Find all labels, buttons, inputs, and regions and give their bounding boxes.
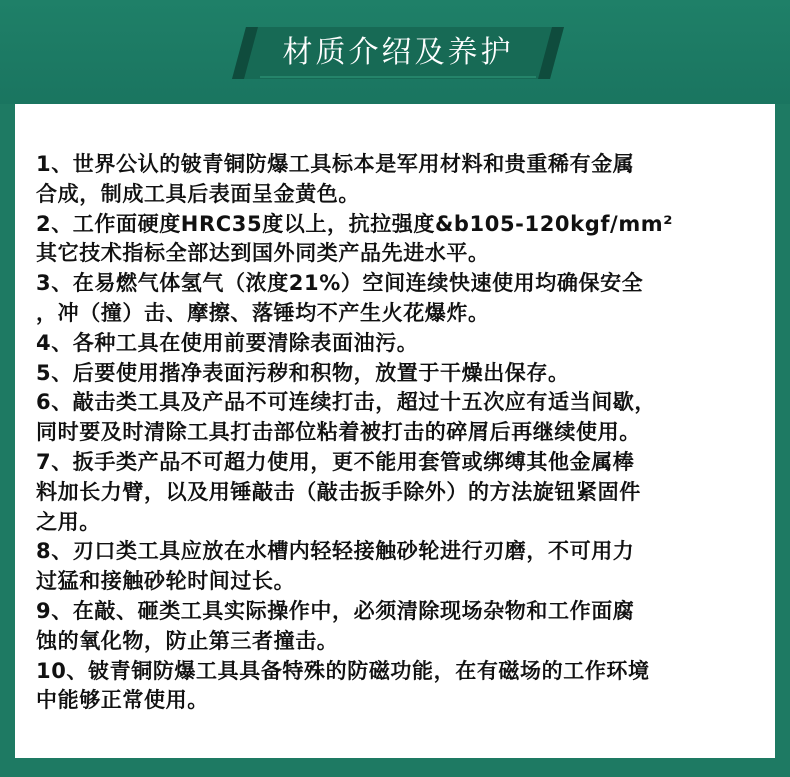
care-instructions-list bbox=[36, 150, 776, 716]
page-title: 材质介绍及养护 bbox=[282, 35, 514, 70]
list-item: 7、扳手类产品不可超力使用，更不能用套管或绑缚其他金属棒 料加长力臂，以及用锤敲击（敲击扳手除外）的方法旋钮紧固件 之用。 bbox=[36, 449, 641, 534]
list-item: 8、刃口类工具应放在水槽内轻轻接触砂轮进行刃磨，不可用力 过猛和接触砂轮时间过长。 bbox=[36, 539, 635, 594]
title-plate bbox=[232, 27, 564, 79]
list-item: 4、各种工具在使用前要清除表面油污。 bbox=[36, 330, 419, 355]
footer-band bbox=[0, 758, 790, 777]
list-item: 2、工作面硬度HRC35度以上，抗拉强度&b105-120kgf/mm² 其它技术指标全部达到国外同类产品先进水平。 bbox=[36, 211, 674, 266]
list-item: 5、后要使用揩净表面污秽和积物，放置于干燥出保存。 bbox=[36, 360, 570, 385]
list-item: 10、铍青铜防爆工具具备特殊的防磁功能，在有磁场的工作环境 中能够正常使用。 bbox=[36, 658, 650, 713]
list-item: 3、在易燃气体氢气（浓度21%）空间连续快速使用均确保安全 ，冲（撞）击、摩擦、落锤均不产生火花爆炸。 bbox=[36, 271, 644, 325]
list-item: 1、世界公认的铍青铜防爆工具标本是军用材料和贵重稀有金属 合成，制成工具后表面呈金黄色。 bbox=[36, 152, 635, 206]
list-item: 9、在敲、砸类工具实际操作中，必须清除现场杂物和工作面腐 蚀的氧化物，防止第三者撞击。 bbox=[36, 598, 635, 653]
list-item: 6、敲击类工具及产品不可连续打击，超过十五次应有适当间歇， 同时要及时清除工具打击部位粘着被打击的碎屑后再继续使用。 bbox=[36, 390, 657, 445]
